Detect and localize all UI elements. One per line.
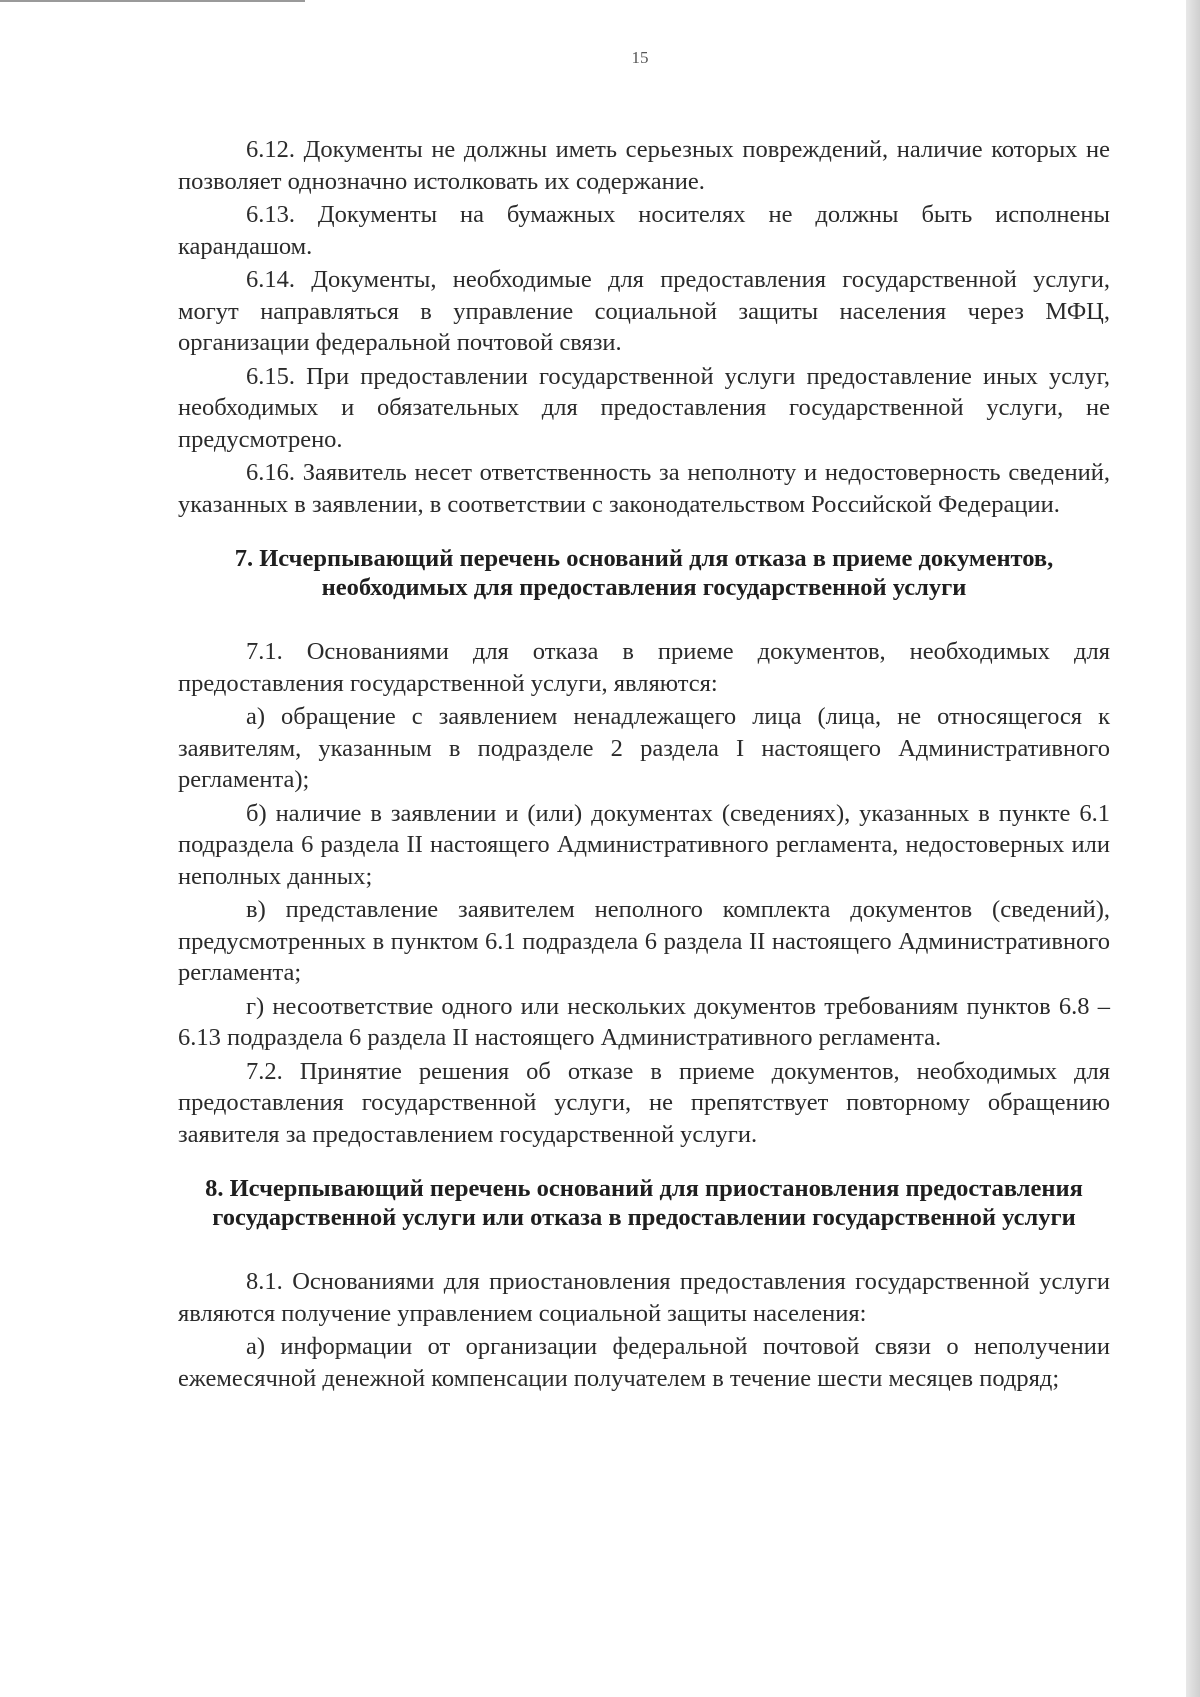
- list-item-7-1-v: в) представление заявителем неполного комплекта документов (сведений), предусмотренных в пунктом 6.1 подраздела 6 раздела II настоящего Административного регламента;: [178, 896, 1110, 986]
- page-number: 15: [631, 48, 649, 67]
- list-item-7-1-b: б) наличие в заявлении и (или) документах (сведениях), указанных в пункте 6.1 подраздела 6 раздела II настоящего Административного регламента, недостоверных или неполных данных;: [178, 799, 1110, 890]
- paragraph-7-2: 7.2. Принятие решения об отказе в приеме документов, необходимых для предоставления государственной услуги, не препятствует повторному обращению заявителя за предоставлением государственной услуги.: [178, 1057, 1110, 1148]
- paragraph-6-13: 6.13. Документы на бумажных носителях не должны быть исполнены карандашом.: [178, 201, 1110, 260]
- section-7-heading: 7. Исчерпывающий перечень оснований для отказа в приеме документов, необходимых для предоставления государственной услуги: [234, 545, 1054, 601]
- paragraph-6-16: 6.16. Заявитель несет ответственность за неполноту и недостоверность сведений, указанных в заявлении, в соответствии с законодательством Российской Федерации.: [178, 459, 1110, 518]
- paragraph-7-1: 7.1. Основаниями для отказа в приеме документов, необходимых для предоставления государственной услуги, являются:: [178, 638, 1110, 697]
- scan-right-edge: [1186, 0, 1200, 1697]
- document-body: [178, 134, 1110, 1396]
- paragraph-6-15: 6.15. При предоставлении государственной услуги предоставление иных услуг, необходимых и обязательных для предоставления государственной услуги, не предусмотрено.: [178, 362, 1110, 453]
- section-8-heading: 8. Исчерпывающий перечень оснований для приостановления предоставления государственной услуги или отказа в предоставлении государственной услуги: [205, 1175, 1083, 1231]
- paragraph-8-1: 8.1. Основаниями для приостановления предоставления государственной услуги являются получение управлением социальной защиты населения:: [178, 1268, 1110, 1327]
- paragraph-6-14: 6.14. Документы, необходимые для предоставления государственной услуги, могут направляться в управление социальной защиты населения через МФЦ, организации федеральной почтовой связи.: [178, 266, 1110, 356]
- list-item-7-1-a: а) обращение с заявлением ненадлежащего лица (лица, не относящегося к заявителям, указанным в подразделе 2 раздела I настоящего Административного регламента);: [178, 703, 1110, 793]
- paragraph-6-12: 6.12. Документы не должны иметь серьезных повреждений, наличие которых не позволяет однозначно истолковать их содержание.: [178, 136, 1110, 195]
- list-item-7-1-g: г) несоответствие одного или нескольких документов требованиям пунктов 6.8 – 6.13 подраздела 6 раздела II настоящего Административного регламента.: [178, 992, 1110, 1051]
- list-item-8-1-a: а) информации от организации федеральной почтовой связи о неполучении ежемесячной денежной компенсации получателем в течение шести месяцев подряд;: [178, 1333, 1110, 1392]
- scan-top-rule: [0, 0, 305, 2]
